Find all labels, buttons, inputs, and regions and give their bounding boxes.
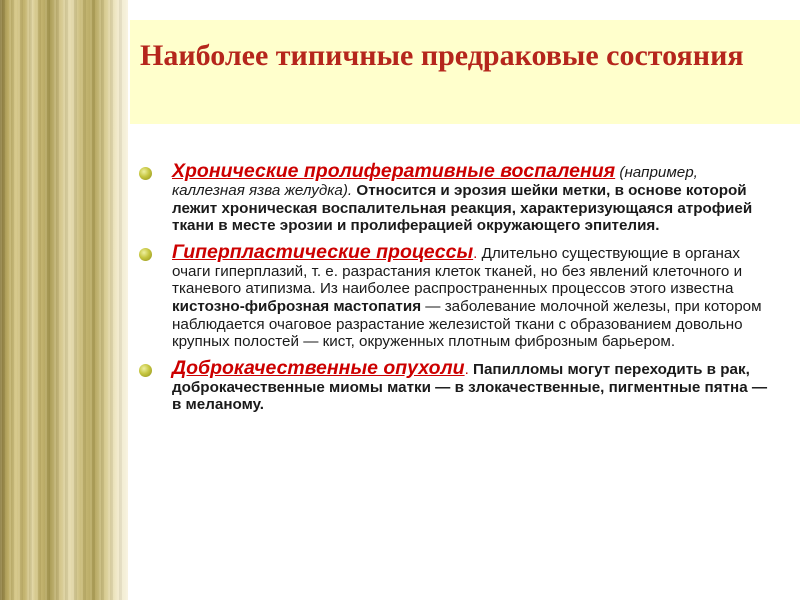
term-punctuation: . <box>464 360 469 378</box>
item-bold-term: кистозно-фиброзная мастопатия <box>172 297 422 315</box>
item-text: Папилломы могут переходить в рак, доброкачественные миомы матки — в злокачественные, пигментные пятна — в меланому. <box>172 360 768 414</box>
list-item-hyperplastic-processes <box>134 241 774 351</box>
item-text: Относится и эрозия шейки метки, в основе которой лежит хроническая воспалительная реакция, характеризующаяся атрофией ткани в месте эрозии и пролиферацией окружающего эпителия. <box>172 182 753 235</box>
term-benign-tumors: Доброкачественные опухоли <box>172 356 465 379</box>
note-example: (например, каллезная язва желудка). <box>172 164 698 199</box>
item-text-part-2: — заболевание молочной железы, при котором наблюдается очаговое разрастание железистой ткани с образованием довольно крупных полостей — кист, окруженных плотным фиброзным барьером. <box>172 297 762 351</box>
bullet-icon <box>139 248 152 261</box>
decorative-side-band <box>0 0 128 600</box>
bullet-icon <box>139 167 152 180</box>
term-hyperplastic-processes: Гиперпластические процессы <box>172 240 474 263</box>
list-item-chronic-inflammation <box>134 160 774 235</box>
item-text-part-1: Длительно существующие в органах очаги гиперплазий, т. е. разрастания клеток тканей, но без явлений клеточного и тканевого атипизма. Из наиболее распространенных процессов этого известна <box>172 244 743 298</box>
term-chronic-inflammation: Хронические пролиферативные воспаления <box>172 160 616 182</box>
bullet-icon <box>139 364 152 377</box>
term-punctuation: . <box>473 244 478 262</box>
slide-title: Наиболее типичные предраковые состояния <box>140 39 744 72</box>
slide-content <box>134 160 774 420</box>
title-box <box>130 20 800 124</box>
list-item-benign-tumors <box>134 357 774 414</box>
